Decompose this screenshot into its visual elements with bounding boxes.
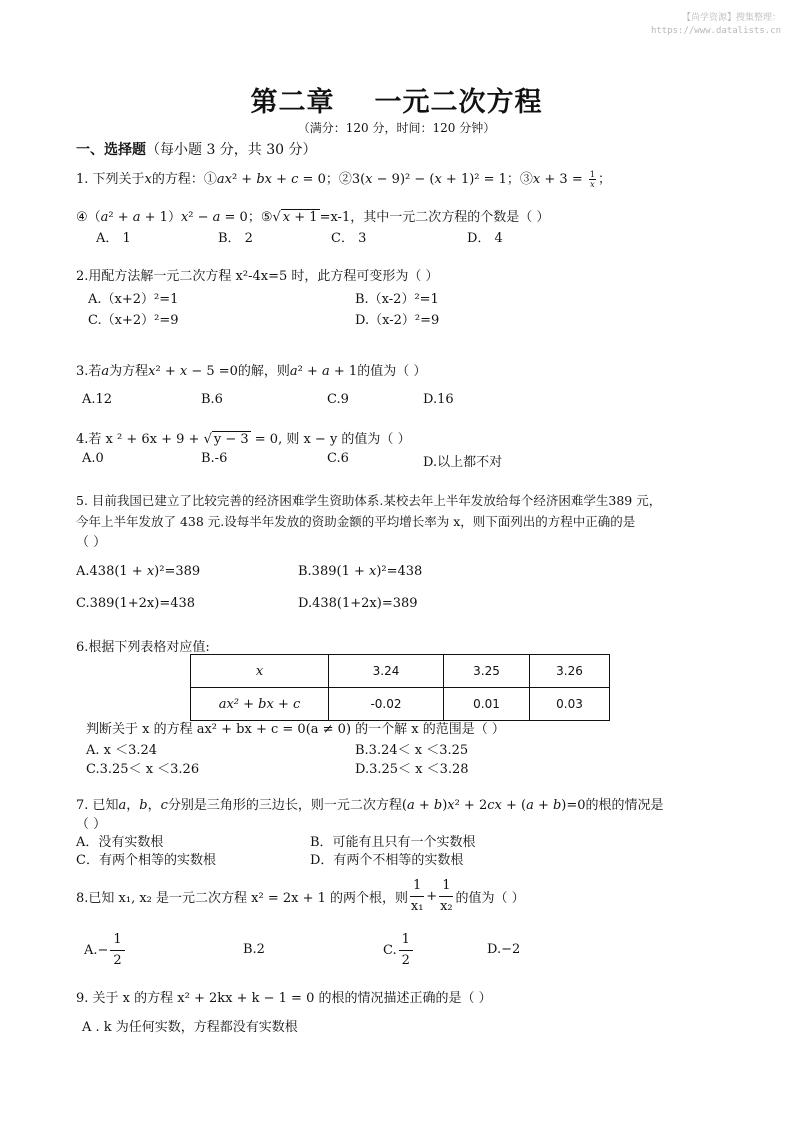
q4-option-d[interactable]: D.以上都不对 bbox=[423, 455, 503, 470]
table-cell: ax² + bx + c bbox=[191, 688, 329, 721]
q3-option-c[interactable]: C.9 bbox=[327, 392, 349, 407]
q5-option-c[interactable]: C.389(1+2x)=438 bbox=[76, 596, 196, 611]
q7-option-d[interactable]: D．有两个不相等的实数根 bbox=[310, 853, 464, 868]
q7-option-c[interactable]: C．有两个相等的实数根 bbox=[76, 853, 216, 868]
q3-option-b[interactable]: B.6 bbox=[201, 392, 223, 407]
q2-option-b[interactable]: B.（x-2）²=1 bbox=[355, 292, 439, 307]
q9-option-a[interactable]: A . k 为任何实数，方程都没有实数根 bbox=[82, 1020, 298, 1035]
q6-option-d[interactable]: D.3.25＜ x ＜3.28 bbox=[355, 762, 469, 777]
q1-option-d[interactable]: D． 4 bbox=[467, 231, 503, 246]
q8-option-c[interactable]: C. $\frac{1}{2}$ bbox=[383, 930, 415, 971]
q5-option-b[interactable]: B.389(1 + 𝑥)²=438 bbox=[298, 564, 423, 579]
q1-option-c[interactable]: C． 3 bbox=[331, 231, 367, 246]
q5-option-d[interactable]: D.438(1+2x)=389 bbox=[298, 596, 418, 611]
q7-stem-line1: 7. 已知𝑎，𝑏，𝑐分别是三角形的三边长，则一元二次方程(𝑎 + 𝑏)𝑥² + 2𝑐𝑥 + (𝑎 + 𝑏)=0的根的情况是 bbox=[76, 798, 664, 813]
chapter-name: 一元二次方程 bbox=[374, 87, 543, 118]
table-cell: x bbox=[191, 655, 329, 688]
q7-option-b[interactable]: B．可能有且只有一个实数根 bbox=[310, 835, 476, 850]
table-cell: 0.01 bbox=[444, 688, 530, 721]
q6-option-b[interactable]: B.3.24＜ x ＜3.25 bbox=[355, 743, 469, 758]
table-cell: 0.03 bbox=[530, 688, 610, 721]
q2-option-a[interactable]: A.（x+2）²=1 bbox=[88, 292, 179, 307]
exam-info: （满分：120 分，时间：120 分钟） bbox=[297, 121, 496, 135]
watermark-line2: https://www.datalists.cn bbox=[650, 26, 781, 36]
q3-option-a[interactable]: A.12 bbox=[82, 392, 113, 407]
q8-stem: 8.已知 x₁, x₂ 是一元二次方程 x² = 2x + 1 的两个根，则 $\frac{1}{\text{x₁}}$ + $\frac{1}{\text{x₂}}$ 的值为（ ） bbox=[76, 876, 525, 917]
q5-option-a[interactable]: A.438(1 + 𝑥)²=389 bbox=[76, 564, 201, 579]
section-heading bbox=[76, 139, 317, 159]
q5-stem-line2: 今年上半年发放了 438 元.设每半年发放的资助金额的平均增长率为 x，则下面列出的方程中正确的是 bbox=[76, 514, 636, 529]
q7-option-a[interactable]: A．没有实数根 bbox=[76, 835, 164, 850]
q5-stem-line3: （ ） bbox=[76, 535, 107, 550]
q1-stem-line2: ④（𝑎² + 𝑎 + 1）𝑥² − 𝑎 = 0；⑤√ 𝑥 + 1 =x-1，其中一元二次方程的个数是（ ） bbox=[76, 210, 550, 225]
q2-option-c[interactable]: C.（x+2）²=9 bbox=[88, 313, 179, 328]
q8-option-b[interactable]: B.2 bbox=[243, 942, 265, 957]
q4-option-b[interactable]: B.-6 bbox=[201, 451, 228, 466]
q4-option-a[interactable]: A.0 bbox=[82, 451, 104, 466]
q4-sqrt: y − 3 bbox=[213, 432, 249, 447]
q9-stem: 9. 关于 x 的方程 x² + 2kx + k − 1 = 0 的根的情况描述正确的是（ ） bbox=[76, 991, 492, 1006]
table-cell: -0.02 bbox=[329, 688, 444, 721]
q6-option-a[interactable]: A. x ＜3.24 bbox=[86, 743, 158, 758]
section-label: 一、选择题 bbox=[76, 142, 146, 158]
q7-stem-line2: （ ） bbox=[76, 817, 107, 832]
watermark-line1: 【尚学资源】搜集整理： bbox=[681, 13, 781, 23]
q1-fraction: $\frac{1}{\text{𝑥}}$ bbox=[589, 170, 595, 189]
table-cell: 3.25 bbox=[444, 655, 530, 688]
q1-text2: ④（𝑎² + 𝑎 + 1）𝑥² − 𝑎 = 0；⑤ bbox=[76, 210, 273, 225]
q5-stem-line1: 5. 目前我国已建立了比较完善的经济困难学生资助体系.某校去年上半年发放给每个经济困难学生389 元， bbox=[76, 493, 662, 508]
q1-option-b[interactable]: B． 2 bbox=[218, 231, 253, 246]
q8-fraction-2: $\frac{1}{\text{x₂}}$ bbox=[440, 878, 453, 914]
section-note: （每小题 3 分，共 30 分） bbox=[146, 142, 317, 158]
value-table bbox=[190, 654, 610, 721]
q1-stem-line1: 1. 下列关于𝑥的方程：①𝑎𝑥² + 𝑏𝑥 + 𝑐 = 0；②3(𝑥 − 9)² − (𝑥 + 1)² = 1；③𝑥 + 3 = $\frac{1}{\text{𝑥}}$ ； bbox=[76, 170, 611, 189]
q2-option-d[interactable]: D.（x-2）²=9 bbox=[355, 313, 440, 328]
q1-option-a[interactable]: A． 1 bbox=[96, 231, 131, 246]
table-row bbox=[191, 688, 610, 721]
q8-option-d[interactable]: D.−2 bbox=[487, 942, 521, 957]
q4-option-c[interactable]: C.6 bbox=[327, 451, 349, 466]
page-title bbox=[0, 80, 793, 119]
q3-stem: 3.若𝑎为方程𝑥² + 𝑥 − 5 =0的解，则𝑎² + 𝑎 + 1的值为（ ） bbox=[76, 364, 427, 379]
q1-text: 1. 下列关于𝑥的方程：①𝑎𝑥² + 𝑏𝑥 + 𝑐 = 0；②3(𝑥 − 9)² − (𝑥 + 1)² = 1；③𝑥 + 3 = bbox=[76, 172, 587, 187]
q2-stem: 2.用配方法解一元二次方程 x²-4x=5 时，此方程可变形为（ ） bbox=[76, 269, 439, 284]
q8-fraction-1: $\frac{1}{\text{x₁}}$ bbox=[410, 878, 424, 914]
q1-sqrt: 𝑥 + 1 bbox=[282, 210, 318, 225]
table-row bbox=[191, 655, 610, 688]
table-cell: 3.26 bbox=[530, 655, 610, 688]
chapter-label: 第二章 bbox=[250, 87, 335, 118]
q6-option-c[interactable]: C.3.25＜ x ＜3.26 bbox=[86, 762, 200, 777]
q6-judge: 判断关于 x 的方程 ax² + bx + c = 0(a ≠ 0) 的一个解 x 的范围是（ ） bbox=[86, 722, 505, 737]
watermark bbox=[651, 12, 781, 38]
q3-option-d[interactable]: D.16 bbox=[423, 392, 454, 407]
q4-stem: 4.若 x ² + 6x + 9 + √ y − 3 = 0, 则 x − y 的值为（ ） bbox=[76, 432, 411, 447]
q6-stem: 6.根据下列表格对应值: bbox=[76, 640, 210, 655]
q8-option-a[interactable]: A.− $\frac{1}{2}$ bbox=[84, 930, 127, 971]
table-cell: 3.24 bbox=[329, 655, 444, 688]
